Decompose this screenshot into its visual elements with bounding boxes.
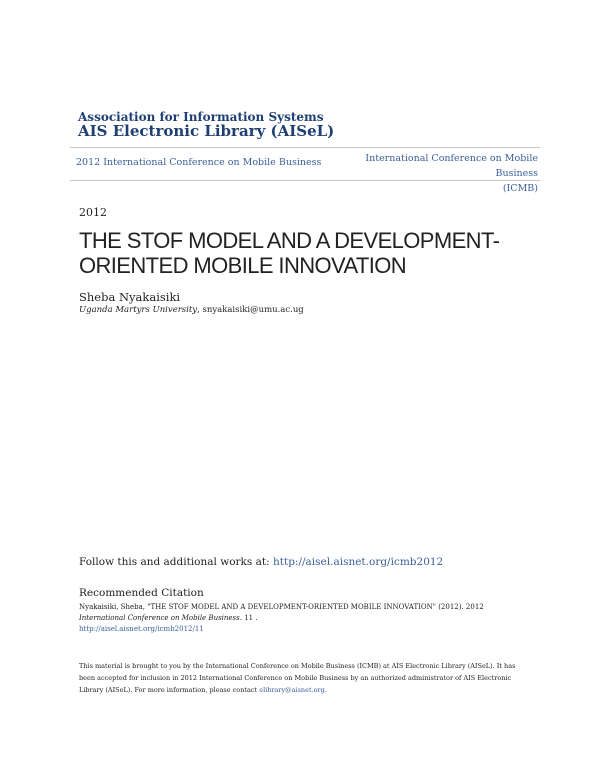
author-name: Sheba Nyakaisiki — [79, 290, 181, 304]
divider-bottom — [70, 180, 540, 181]
recommended-citation-heading: Recommended Citation — [79, 587, 204, 599]
conference-link-2012[interactable]: 2012 International Conference on Mobile Business — [76, 157, 322, 168]
paper-title-line2: ORIENTED MOBILE INNOVATION — [79, 253, 407, 278]
notice-end: . — [324, 686, 327, 694]
divider-top — [70, 147, 540, 148]
follow-works — [79, 556, 443, 568]
conference-series-line2[interactable]: (ICMB) — [502, 183, 538, 194]
author-affiliation — [79, 305, 304, 315]
follow-text: Follow this and additional works at: — [79, 556, 273, 568]
author-email: , snyakaisiki@umu.ac.ug — [197, 305, 304, 315]
copyright-notice — [79, 660, 519, 696]
citation-block — [79, 602, 539, 635]
conference-series-line1[interactable]: International Conference on Mobile Business — [365, 153, 538, 179]
follow-link[interactable]: http://aisel.aisnet.org/icmb2012 — [273, 556, 444, 568]
citation-journal: International Conference on Mobile Business — [79, 614, 240, 622]
paper-title — [79, 228, 539, 278]
publication-year: 2012 — [79, 206, 107, 219]
conference-series-link[interactable] — [328, 151, 538, 196]
contact-email-link[interactable]: elibrary@aisnet.org — [259, 686, 325, 694]
citation-link[interactable]: http://aisel.aisnet.org/icmb2012/11 — [79, 625, 204, 633]
affiliation-name: Uganda Martyrs University — [79, 305, 198, 315]
citation-journal-line — [79, 613, 539, 624]
notice-text: This material is brought to you by the International Conference on Mobile Business (ICMB) at AIS Electronic Library (AISeL). It has been accepted for inclusion in 2012 International Conference on Mobile Business by an authorized administrator of AIS Electronic Library (AISeL). For more information, please contact — [79, 662, 516, 694]
association-name[interactable]: Association for Information Systems — [78, 110, 324, 124]
citation-journal-suffix: . 11 . — [239, 614, 258, 622]
library-name[interactable]: AIS Electronic Library (AISeL) — [78, 122, 335, 140]
citation-text: Nyakaisiki, Sheba, "THE STOF MODEL AND A DEVELOPMENT-ORIENTED MOBILE INNOVATION" (2012). 2012 — [79, 603, 484, 611]
paper-title-line1: THE STOF MODEL AND A DEVELOPMENT- — [79, 228, 500, 253]
